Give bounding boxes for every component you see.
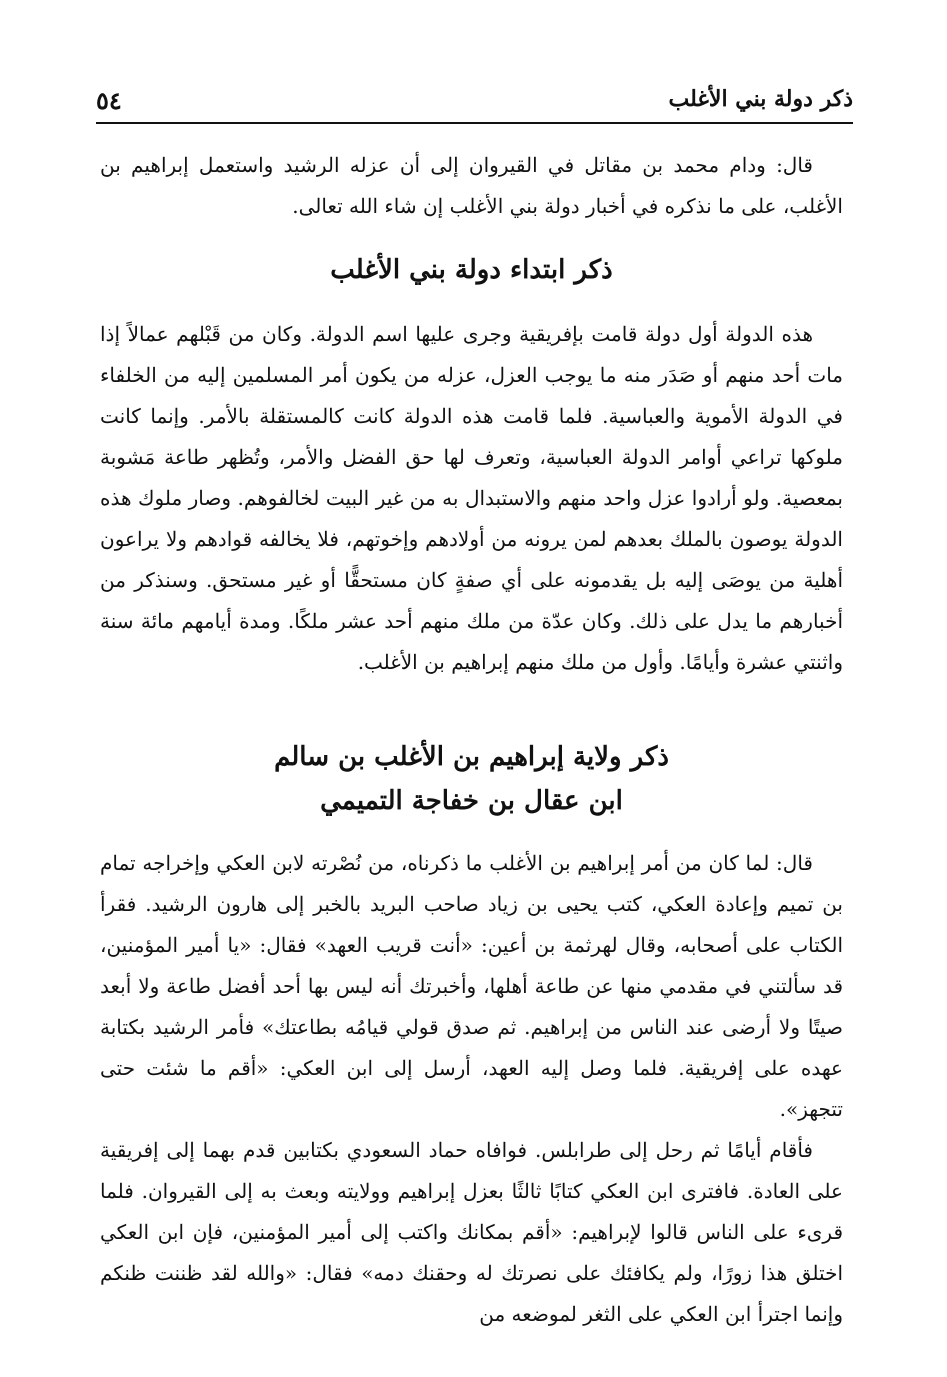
intro-text: قال: ودام محمد بن مقاتل في القيروان إلى أن عزله الرشيد واستعمل إبراهيم بن الأغلب، على ما نذكره في أخبار دولة بني الأغلب إن شاء الله تعالى. — [100, 153, 843, 218]
section-heading-ibrahim-line2: ابن عقال بن خفاجة التميمي — [320, 786, 623, 816]
intro-paragraph — [100, 145, 843, 227]
section1-paragraph — [100, 314, 843, 683]
page-number: ٥٤ — [96, 86, 122, 115]
section2-text-1: قال: لما كان من أمر إبراهيم بن الأغلب ما ذكرناه، من نُصْرته لابن العكي وإخراجه تمام بن تميم وإعادة العكي، كتب يحيى بن زياد صاحب البريد بالخبر إلى هارون الرشيد. فقرأ الكتاب على أصحابه، وقال لهرثمة بن أعين: «أنت قريب العهد» فقال: «يا أمير المؤمنين، قد سألتني في مقدمي منها عن طاعة أهلها، وأخبرتك أنه ليس بها أحد أفضل طاعة ولا أبعد صيتًا ولا أرضى عند الناس من إبراهيم. ثم صدق قولي قيامُه بطاعتك» فأمر الرشيد بكتابة عهده على إفريقية. فلما وصل إليه العهد، أرسل إلى ابن العكي: «أقم ما شئت حتى تتجهز». — [100, 851, 843, 1121]
section2-paragraph-1 — [100, 843, 843, 1130]
running-title: ذكر دولة بني الأغلب — [668, 86, 853, 112]
section2-text-2: فأقام أيامًا ثم رحل إلى طرابلس. فوافاه حماد السعودي بكتابين قدم بهما إلى إفريقية على العادة. فافترى ابن العكي كتابًا ثالثًا بعزل إبراهيم وولايته وبعث به إلى القيروان. فلما قرىء على الناس قالوا لإبراهيم: «أقم بمكانك واكتب إلى أمير المؤمنين، فإن ابن العكي اختلق هذا زورًا، ولم يكافئك على نصرتك له وحقنك دمه» فقال: «والله لقد ظننت ظنكم وإنما اجترأ ابن العكي على الثغر لموضعه من — [100, 1138, 844, 1326]
section1-text: هذه الدولة أول دولة قامت بإفريقية وجرى عليها اسم الدولة. وكان من قَبْلهم عمالاً إذا مات أحد منهم أو صَدَر منه ما يوجب العزل، عزله من يكون أمر المسلمين إليه من الخلفاء في الدولة الأموية والعباسية. فلما قامت هذه الدولة كانت كالمستقلة بالأمر. وإنما كانت ملوكها تراعي أوامر الدولة العباسية، وتعرف لها حق الفضل والأمر، وتُظهر طاعة مَشوبة بمعصية. ولو أرادوا عزل واحد منهم والاستبدال به من غير البيت لخالفوهم. وصار ملوك هذه الدولة يوصون بالملك بعدهم لمن يرونه من أولادهم وإخوتهم، فلا يخالفه قوادهم ولا يراعون أهلية من يوصَى إليه بل يقدمونه على أي صفةٍ كان مستحقًّا أو غير مستحق. وسنذكر من أخبارهم ما يدل على ذلك. وكان عدّة من ملك منهم أحد عشر ملكًا. ومدة أيامهم مائة سنة واثنتي عشرة وأيامًا. وأول من ملك منهم إبراهيم بن الأغلب. — [100, 322, 843, 674]
section-heading-beginning: ذكر ابتداء دولة بني الأغلب — [330, 255, 613, 285]
running-header — [96, 82, 853, 124]
section2-paragraph-2 — [100, 1130, 843, 1335]
section-heading-ibrahim-line1: ذكر ولاية إبراهيم بن الأغلب بن سالم — [274, 742, 669, 772]
